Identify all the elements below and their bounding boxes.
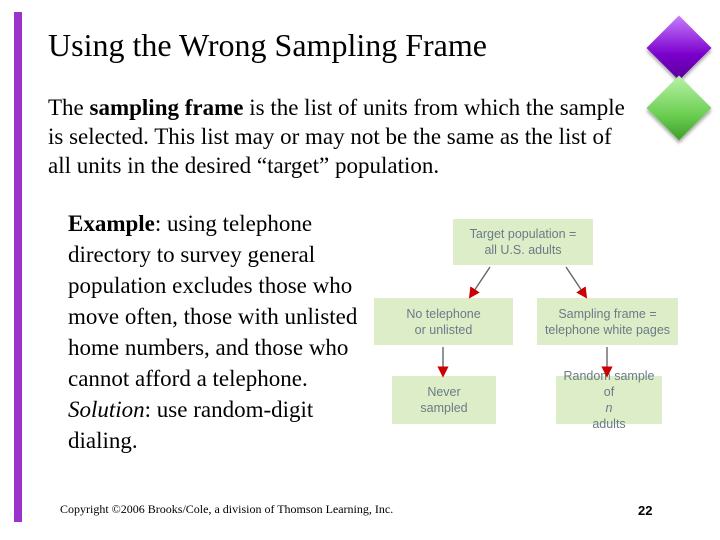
frame-line-2: telephone white pages xyxy=(544,322,671,337)
arrow-target-to-no-phone xyxy=(472,267,490,294)
random-of: of xyxy=(603,385,615,399)
page-number: 22 xyxy=(638,503,653,518)
target-line-1: Target population = xyxy=(469,227,577,241)
target-line-2: all U.S. adults xyxy=(484,243,562,257)
random-line-1: Random sample xyxy=(563,369,655,383)
copyright-footer: Copyright ©2006 Brooks/Cole, a division of Thomson Learning, Inc. xyxy=(60,502,394,516)
example-text: : using telephone directory to survey general population excludes those who move often, those with unlisted home numbers, and those who cannot afford a telephone. xyxy=(68,211,358,391)
no-phone-line-2: or unlisted xyxy=(414,322,473,337)
no-phone-line-1: No telephone xyxy=(406,306,481,321)
intro-prefix: The xyxy=(48,95,90,120)
frame-line-1: Sampling frame = xyxy=(558,306,657,321)
random-suffix: adults xyxy=(592,417,626,431)
random-n: n xyxy=(605,401,613,415)
arrow-target-to-frame xyxy=(566,267,584,294)
never-line-1: Never xyxy=(427,385,461,399)
solution-text: : use random-digit dialing. xyxy=(68,397,314,453)
intro-bold-term: sampling frame xyxy=(89,95,244,120)
solution-label: Solution xyxy=(68,397,145,422)
example-label: Example xyxy=(68,211,155,236)
intro-rest: is the list of units from which the sample is selected. This list may or may not be the same as the list of all units in the desired “target” population. xyxy=(48,95,625,178)
never-line-2: sampled xyxy=(420,401,468,415)
slide-title: Using the Wrong Sampling Frame xyxy=(48,27,487,63)
